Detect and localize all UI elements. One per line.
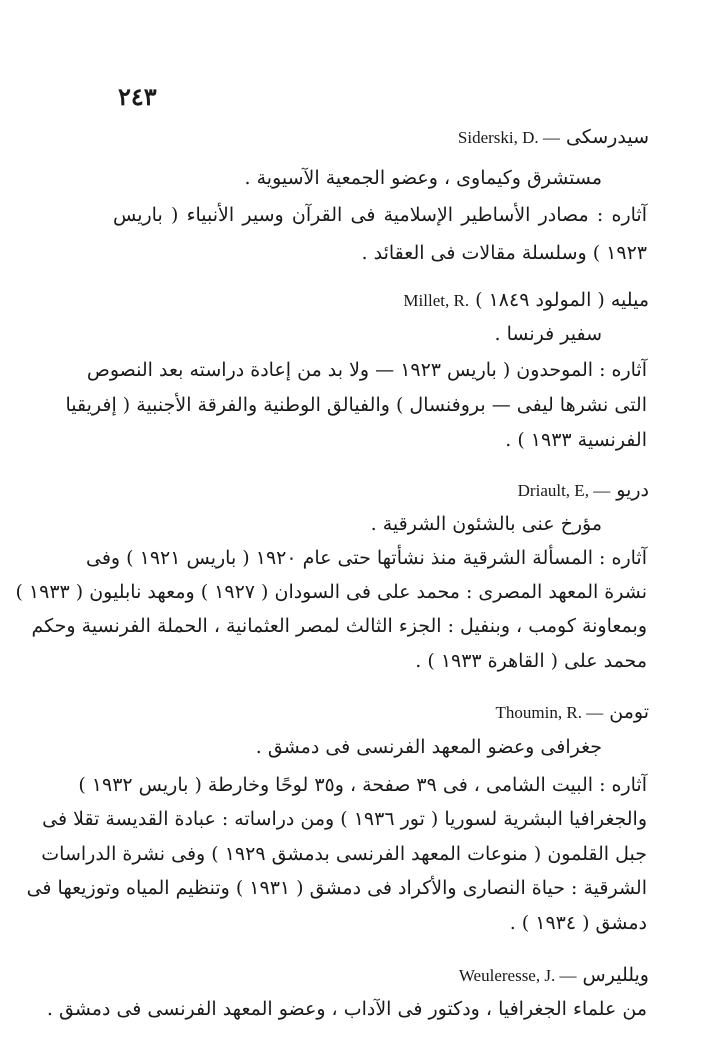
entry-name-latin: Weuleresse, J. — bbox=[458, 966, 577, 985]
entry-works-line: التى نشرها ليفى — بروفنسال ) والفيالق الوطنية والفرقة الأجنبية ( إفريقيا bbox=[65, 394, 647, 416]
entry-heading-siderski bbox=[458, 126, 649, 148]
entry-heading-driault bbox=[518, 479, 649, 501]
entry-description: سفير فرنسا . bbox=[494, 323, 602, 345]
entry-description: من علماء الجغرافيا ، ودكتور فى الآداب ، وعضو المعهد الفرنسى فى دمشق . bbox=[46, 998, 647, 1020]
page-number: ٢٤٣ bbox=[118, 82, 157, 111]
entry-works-line: آثاره : البيت الشامى ، فى ٣٩ صفحة ، و٣٥ لوحًا وخارطة ( باريس ١٩٣٢ ) bbox=[78, 774, 647, 796]
entry-name-latin: Siderski, D. — bbox=[457, 128, 560, 147]
entry-name-latin: Thoumin, R. — bbox=[495, 703, 604, 722]
entry-name-latin: Millet, R. bbox=[403, 291, 470, 310]
entry-description: مستشرق وكيماوى ، وعضو الجمعية الآسيوية . bbox=[244, 167, 602, 189]
entry-name-arabic: ميليه ( المولود ١٨٤٩ ) bbox=[475, 289, 649, 311]
entry-works-line: ١٩٢٣ ) وسلسلة مقالات فى العقائد . bbox=[361, 242, 647, 264]
entry-heading-millet bbox=[403, 289, 649, 311]
entry-works-line: والجغرافيا البشرية لسوريا ( تور ١٩٣٦ ) ومن دراساته : عبادة القديسة تقلا فى bbox=[42, 808, 647, 830]
entry-works-line: جبل القلمون ( منوعات المعهد الفرنسى بدمشق ١٩٢٩ ) وفى نشرة الدراسات bbox=[41, 843, 647, 865]
entry-works-line: الفرنسية ١٩٣٣ ) . bbox=[505, 429, 647, 451]
entry-name-arabic: ويلليرس bbox=[582, 964, 649, 986]
entry-works-line: وبمعاونة كومب ، وبنفيل : الجزء الثالث لمصر العثمانية ، الحملة الفرنسية وحكم bbox=[31, 615, 647, 637]
entry-name-arabic: سيدرسكى bbox=[565, 126, 649, 148]
entry-works-line: محمد على ( القاهرة ١٩٣٣ ) . bbox=[415, 650, 647, 672]
entry-name-latin: Driault, E, — bbox=[517, 481, 611, 500]
entry-works-line: آثاره : المسألة الشرقية منذ نشأتها حتى عام ١٩٢٠ ( باريس ١٩٢١ ) وفى bbox=[86, 547, 647, 569]
entry-works-line: نشرة المعهد المصرى : محمد على فى السودان ( ١٩٢٧ ) ومعهد نابليون ( ١٩٣٣ ) bbox=[15, 581, 647, 603]
entry-description: مؤرخ عنى بالشئون الشرقية . bbox=[370, 513, 602, 535]
entry-works-line: آثاره : مصادر الأساطير الإسلامية فى القرآن وسير الأنبياء ( باريس bbox=[113, 204, 647, 226]
entry-name-arabic: دريو bbox=[616, 479, 649, 501]
entry-works-line: الشرقية : حياة النصارى والأكراد فى دمشق ( ١٩٣١ ) وتنظيم المياه وتوزيعها فى bbox=[26, 877, 647, 899]
entry-works-line: دمشق ( ١٩٣٤ ) . bbox=[509, 912, 647, 934]
entry-name-arabic: تومن bbox=[609, 701, 649, 723]
entry-works-line: آثاره : الموحدون ( باريس ١٩٢٣ — ولا بد من إعادة دراسته بعد النصوص bbox=[86, 359, 647, 381]
entry-description: جغرافى وعضو المعهد الفرنسى فى دمشق . bbox=[255, 736, 602, 758]
entry-heading-weuleresse bbox=[459, 964, 649, 986]
entry-heading-thoumin bbox=[496, 701, 649, 723]
